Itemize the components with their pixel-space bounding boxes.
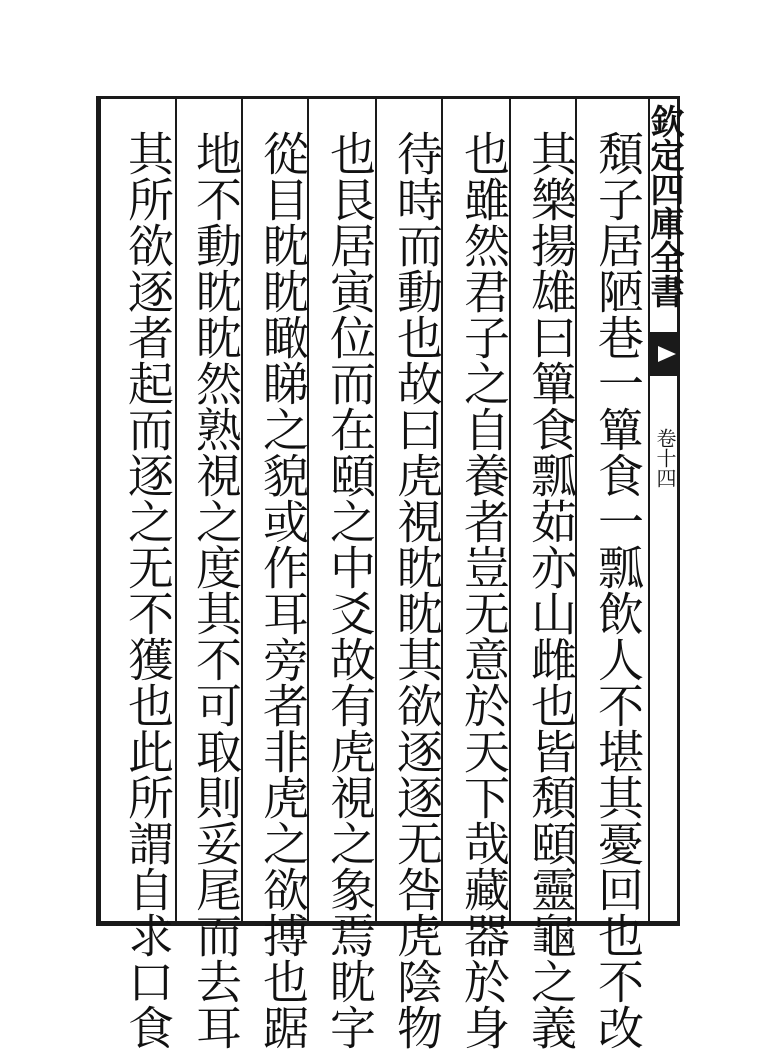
text-column-2: 其樂揚雄曰簞食瓢茹亦山雌也皆頽頤靈龜之義: [524, 130, 578, 1050]
text-column-5: 也艮居寅位而在頤之中爻故有虎視之象焉眈字: [323, 130, 377, 1050]
text-column-1: 頽子居陋巷一簞食一瓢飲人不堪其憂回也不改: [591, 130, 645, 1050]
book-title: 欽定四庫全書: [644, 104, 684, 308]
volume-label: 卷十四: [653, 428, 677, 488]
text-column-3: 也雖然君子之自養者豈无意於天下哉藏器於身: [457, 130, 511, 1050]
fish-tail-icon: [650, 332, 680, 376]
text-column-7: 地不動眈眈然熟視之度其不可取則妥尾而去耳: [189, 130, 243, 1050]
text-column-4: 待時而動也故曰虎視眈眈其欲逐逐无咎虎陰物: [390, 130, 444, 1050]
text-column-6: 從目眈眈瞰睇之貌或作耳旁者非虎之欲搏也踞: [256, 130, 310, 1050]
text-column-8: 其所欲逐者起而逐之无不獲也此所謂自求口食: [121, 130, 175, 1050]
